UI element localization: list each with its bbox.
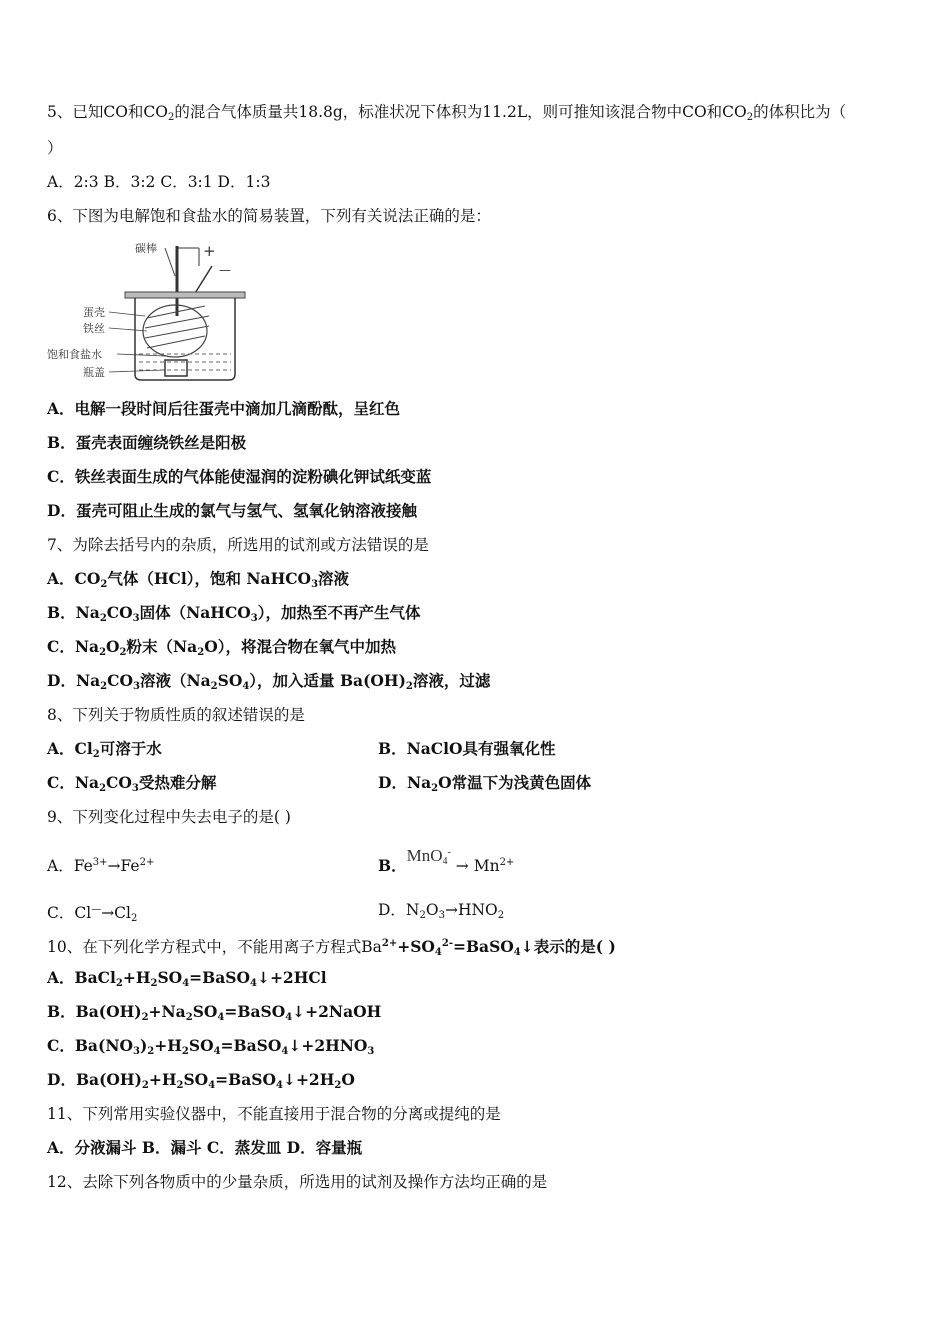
subscript: 4 [281,1046,289,1057]
superscript: 3+ [92,857,108,868]
q10-option-b [47,1002,381,1028]
subscript: 2 [176,1080,184,1091]
q8-option-c [47,773,216,799]
text: 气体（HCl），饱和 NaHCO [107,569,312,588]
q7-option-b [47,603,421,629]
text: ↓+2H [282,1070,335,1089]
q10-stem [47,934,616,963]
text: D．Na [378,773,432,792]
text: O），将混合物在氧气中加热 [204,637,396,656]
subscript: 4 [217,1012,225,1023]
subscript: 2 [147,1046,155,1057]
subscript: 2 [99,783,107,794]
subscript: 4 [513,947,521,958]
subscript: 3 [132,681,140,692]
text: A．BaCl [47,968,116,987]
superscript: 2- [441,938,453,949]
q9-option-d [378,900,504,926]
q8-option-a [47,739,162,765]
subscript: 2 [99,613,107,624]
subscript: 2 [185,1012,193,1023]
text: +H [154,1036,182,1055]
subscript: 2 [334,1080,342,1091]
text: =BaSO [452,937,514,956]
fig-label-eggshell: 蛋壳 [83,306,105,319]
text: A．Fe [47,857,93,875]
q12-stem: 12、去除下列各物质中的少量杂质，所选用的试剂及操作方法均正确的是 [47,1173,548,1191]
text: 溶液，过滤 [412,671,491,690]
text: SO [157,968,183,987]
q10-option-d [47,1070,355,1096]
permanganate-formula [407,846,451,865]
q9-stem: 9、下列变化过程中失去电子的是( ) [47,808,291,826]
subscript: 2 [100,579,108,590]
subscript: 2 [405,681,413,692]
text: A．CO [47,569,101,588]
text: =BaSO [220,1036,282,1055]
q11-options: A．分液漏斗 B．漏斗 C．蒸发皿 D．容量瓶 [47,1138,363,1157]
q6-option-d: D．蛋壳可阻止生成的氯气与氢气、氢氧化钠溶液接触 [47,501,417,520]
subscript: 4 [442,856,448,867]
text: CO [106,603,133,622]
text: B． [378,856,407,875]
q10-option-a [47,968,327,994]
q5-options-text: A．2:3 B．3:2 C．3:1 D．1:3 [47,173,271,191]
text: ），加热至不再产生气体 [257,603,421,622]
text: ），加入适量 Ba(OH) [249,671,406,690]
text: →Fe [107,857,140,875]
superscript: 2+ [139,857,155,868]
text: +SO [397,937,435,956]
subscript: 2 [92,749,100,760]
text: CO [107,671,133,690]
text: =BaSO [224,1002,286,1021]
subscript: 2 [100,681,108,692]
subscript: 4 [208,1080,216,1091]
text: D．N [378,901,420,919]
text: C．Ba(NO [47,1036,133,1055]
q8-stem: 8、下列关于物质性质的叙述错误的是 [47,706,305,724]
subscript: 3 [132,1046,140,1057]
q6-option-a: A．电解一段时间后往蛋壳中滴加几滴酚酞，呈红色 [47,399,401,418]
text: →HNO [444,901,498,919]
subscript: 4 [249,978,257,989]
subscript: 2 [497,910,505,921]
q5-stem-part: 的混合气体质量共18.8g，标准状况下体积为11.2L，则可推知该混合物中CO和CO [174,103,747,121]
text: ↓表示的是( ) [520,937,616,956]
q9-option-b [378,846,515,882]
text: SO [183,1070,209,1089]
subscript: 2 [168,112,175,123]
text: ) [139,1036,148,1055]
subscript: 4 [275,1080,283,1091]
subscript: 4 [213,1046,221,1057]
subscript: 4 [434,947,442,958]
text: O常温下为浅黄色固体 [438,773,592,792]
subscript: 3 [250,613,258,624]
text: =BaSO [215,1070,276,1089]
text: A．Cl [47,739,93,758]
text: → Mn [450,857,500,875]
subscript: 3 [438,910,445,921]
subscript: 3 [132,613,140,624]
superscript: — [91,904,102,915]
text: ↓+2HNO [288,1036,368,1055]
subscript: 2 [746,112,754,123]
fig-label-brine: 饱和食盐水 [47,348,102,361]
text: D．Na [47,671,101,690]
q5-stem-part: 5、已知CO和CO [47,103,168,121]
text: B．Na [47,603,100,622]
subscript: 2 [99,647,107,658]
subscript: 2 [419,910,426,921]
q10-option-c [47,1036,374,1062]
subscript: 2 [431,783,439,794]
text: 受热难分解 [138,773,217,792]
text: O [341,1070,355,1089]
q8-option-b: B．NaClO具有强氧化性 [378,739,556,758]
text: SO [217,671,243,690]
text: 10、在下列化学方程式中，不能用离子方程式Ba [47,938,382,956]
text: SO [188,1036,214,1055]
text: C．Na [47,773,100,792]
subscript: 2 [131,913,138,924]
q7-option-c [47,637,396,663]
superscript: 2+ [381,938,398,949]
subscript: 3 [367,1046,375,1057]
q8-option-d [378,773,591,799]
text: ↓+2HCl [256,968,327,987]
q7-option-a [47,569,349,595]
subscript: 2 [210,681,218,692]
q9-option-a [47,853,154,876]
superscript: 2+ [499,857,515,868]
text: 可溶于水 [99,739,162,758]
fig-label-plus: + [203,242,216,260]
subscript: 2 [115,978,123,989]
q5-stem-close: ） [47,139,63,157]
q6-option-b: B．蛋壳表面缠绕铁丝是阳极 [47,433,247,452]
q5-stem [47,102,846,128]
q5-stem-part: 的体积比为（ [753,103,847,121]
text: MnO [406,846,443,865]
subscript: 2 [181,1046,189,1057]
subscript: 2 [119,647,127,658]
fig-label-carbon-rod: 碳棒 [135,242,157,255]
subscript: 4 [182,978,190,989]
subscript: 4 [242,681,250,692]
text: O [106,637,120,656]
text: ↓+2NaOH [292,1002,382,1021]
text: 溶液 [318,569,350,588]
subscript: 3 [311,579,319,590]
text: C．Na [47,637,100,656]
subscript: 2 [197,647,205,658]
electrolysis-apparatus-figure [47,236,247,386]
q7-stem: 7、为除去括号内的杂质，所选用的试剂或方法错误的是 [47,536,429,554]
subscript: 4 [285,1012,293,1023]
text: CO [106,773,132,792]
subscript: 2 [141,1012,149,1023]
q5-options [47,172,270,192]
text: B．Ba(OH) [47,1002,142,1021]
subscript: 2 [150,978,158,989]
q9-option-c [47,900,137,929]
fig-label-bottle-cap: 瓶盖 [83,366,105,379]
text: D．Ba(OH) [47,1070,142,1089]
fig-label-iron-wire: 铁丝 [83,322,105,335]
q6-option-c: C．铁丝表面生成的气体能使湿润的淀粉碘化钾试纸变蓝 [47,467,432,486]
text: +H [122,968,151,987]
q7-option-d [47,671,490,697]
fig-label-minus: — [219,263,231,277]
text: 固体（NaHCO [139,603,251,622]
q6-stem: 6、下图为电解饱和食盐水的简易装置，下列有关说法正确的是： [47,207,491,225]
text: +Na [148,1002,186,1021]
subscript: 2 [141,1080,149,1091]
text: 溶液（Na [139,671,211,690]
text: +H [148,1070,177,1089]
text: =BaSO [189,968,250,987]
subscript: 3 [131,783,139,794]
text: C．Cl [47,904,92,922]
text: SO [192,1002,218,1021]
text: O [425,901,439,919]
text: 粉末（Na [126,637,198,656]
q11-stem: 11、下列常用实验仪器中，不能直接用于混合物的分离或提纯的是 [47,1105,501,1123]
superscript: - [447,847,451,858]
text: →Cl [101,904,131,922]
